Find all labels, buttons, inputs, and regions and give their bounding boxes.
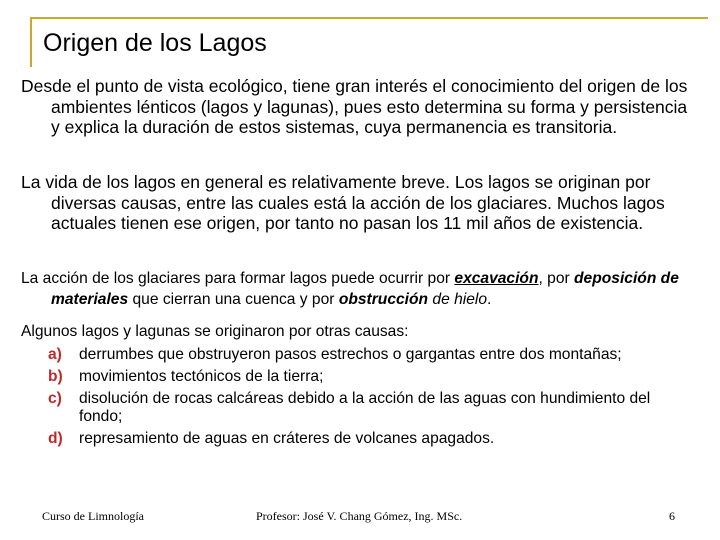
keyword-obstruccion: obstrucción bbox=[338, 291, 429, 308]
text-segment: , por bbox=[538, 270, 575, 287]
list-marker: d) bbox=[48, 430, 63, 447]
list-item bbox=[48, 430, 688, 448]
footer-course: Curso de Limnología bbox=[42, 509, 144, 523]
slide-title: Origen de los Lagos bbox=[43, 29, 267, 57]
keyword-excavacion: excavación bbox=[454, 270, 539, 287]
list-item bbox=[48, 390, 688, 426]
text-segment: . bbox=[487, 291, 492, 308]
list-item-text: disolución de rocas calcáreas debido a la acción de las aguas con hundimiento del fondo; bbox=[79, 390, 651, 425]
list-marker: b) bbox=[48, 368, 63, 385]
footer-professor: Profesor: José V. Chang Gómez, Ing. MSc. bbox=[256, 509, 463, 523]
list-marker: a) bbox=[48, 346, 62, 363]
list-marker: c) bbox=[48, 390, 62, 407]
list-item-text: movimientos tectónicos de la tierra; bbox=[79, 368, 324, 385]
keyword-de-hielo: de hielo bbox=[432, 291, 488, 308]
list-item-text: represamiento de aguas en cráteres de volcanes apagados. bbox=[79, 430, 495, 447]
paragraph-glacier-action bbox=[21, 268, 697, 310]
keyword-deposicion: deposición de materiales bbox=[51, 270, 679, 308]
paragraph-intro: Desde el punto de vista ecológico, tiene gran interés el conocimiento del origen de los ambientes lénticos (lagos y lagunas), pues esto determina su forma y persistencia y explica la duración de estos sistemas, cuya permanencia es transitoria. bbox=[21, 76, 688, 138]
list-item bbox=[48, 368, 688, 386]
footer-page-number: 6 bbox=[669, 509, 675, 523]
list-item-text: derrumbes que obstruyeron pasos estrechos o gargantas entre dos montañas; bbox=[79, 346, 622, 363]
causes-list bbox=[48, 346, 688, 452]
text-segment: que cierran una cuenca y por bbox=[128, 291, 339, 308]
paragraph-other-causes: Algunos lagos y lagunas se originaron por otras causas: bbox=[21, 323, 409, 340]
list-item bbox=[48, 346, 688, 364]
text-segment: La acción de los glaciares para formar lagos puede ocurrir por bbox=[21, 270, 455, 287]
paragraph-lake-life: La vida de los lagos en general es relativamente breve. Los lagos se originan por diversas causas, entre las cuales está la acción de los glaciares. Muchos lagos actuales tienen ese origen, por tanto no pasan los 11 mil años de existencia. bbox=[21, 172, 665, 234]
